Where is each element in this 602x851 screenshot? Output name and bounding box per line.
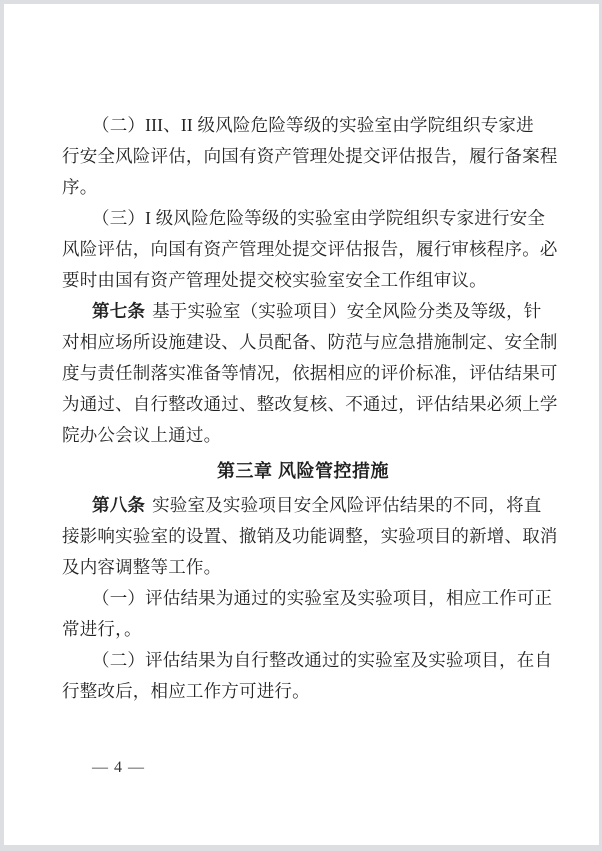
article-7-term: 第七条 bbox=[92, 301, 146, 321]
paragraph-item-2 bbox=[62, 645, 553, 707]
paragraph-clause-2 bbox=[62, 110, 558, 203]
paragraph-clause-3 bbox=[62, 203, 558, 296]
paragraph-line: 风险评估，向国有资产管理处提交评估报告，履行审核程序。必 bbox=[62, 239, 558, 259]
paragraph-article-7 bbox=[62, 296, 558, 451]
paragraph-line: 对相应场所设施建设、人员配备、防范与应急措施制定、安全制 bbox=[62, 332, 558, 352]
page-number: — 4 — bbox=[92, 759, 145, 776]
paragraph-line: 接影响实验室的设置、撤销及功能调整，实验项目的新增、取消 bbox=[62, 526, 558, 546]
paragraph-line: （二）III、II 级风险危险等级的实验室由学院组织专家进 bbox=[92, 115, 534, 135]
paragraph-line: 行安全风险评估，向国有资产管理处提交评估报告，履行备案程 bbox=[62, 146, 558, 166]
paragraph-line: 常进行，。 bbox=[62, 619, 142, 639]
document-body bbox=[62, 110, 558, 707]
paragraph-line: 院办公会议上通过。 bbox=[62, 425, 222, 445]
paragraph-line: 及内容调整等工作。 bbox=[62, 557, 222, 577]
paragraph-line bbox=[62, 296, 544, 327]
paragraph-line: （三）I 级风险危险等级的实验室由学院组织专家进行安全 bbox=[92, 208, 546, 228]
paragraph-line: （一）评估结果为通过的实验室及实验项目，相应工作可正 bbox=[92, 588, 553, 608]
paragraph-item-1 bbox=[62, 583, 553, 645]
paragraph-line: （二）评估结果为自行整改通过的实验室及实验项目，在自 bbox=[92, 650, 553, 670]
paragraph-line: 行整改后，相应工作方可进行。 bbox=[62, 681, 310, 701]
paragraph-line: 要时由国有资产管理处提交校实验室安全工作组审议。 bbox=[62, 270, 487, 290]
article-8-term: 第八条 bbox=[92, 495, 146, 515]
paragraph-line bbox=[62, 490, 544, 521]
document-page bbox=[4, 4, 599, 845]
paragraph-line: 为通过、自行整改通过、整改复核、不通过，评估结果必须上学 bbox=[62, 394, 558, 414]
chapter-heading: 第三章 风险管控措施 bbox=[216, 461, 389, 481]
paragraph-line: 序。 bbox=[62, 177, 98, 197]
paragraph-line: 度与责任制落实准备等情况，依据相应的评价标准，评估结果可 bbox=[62, 363, 558, 383]
article-8-text: 实验室及实验项目安全风险评估结果的不同，将直 bbox=[152, 495, 542, 515]
article-7-text: 基于实验室（实验项目）安全风险分类及等级，针 bbox=[152, 301, 542, 321]
paragraph-article-8 bbox=[62, 490, 558, 583]
